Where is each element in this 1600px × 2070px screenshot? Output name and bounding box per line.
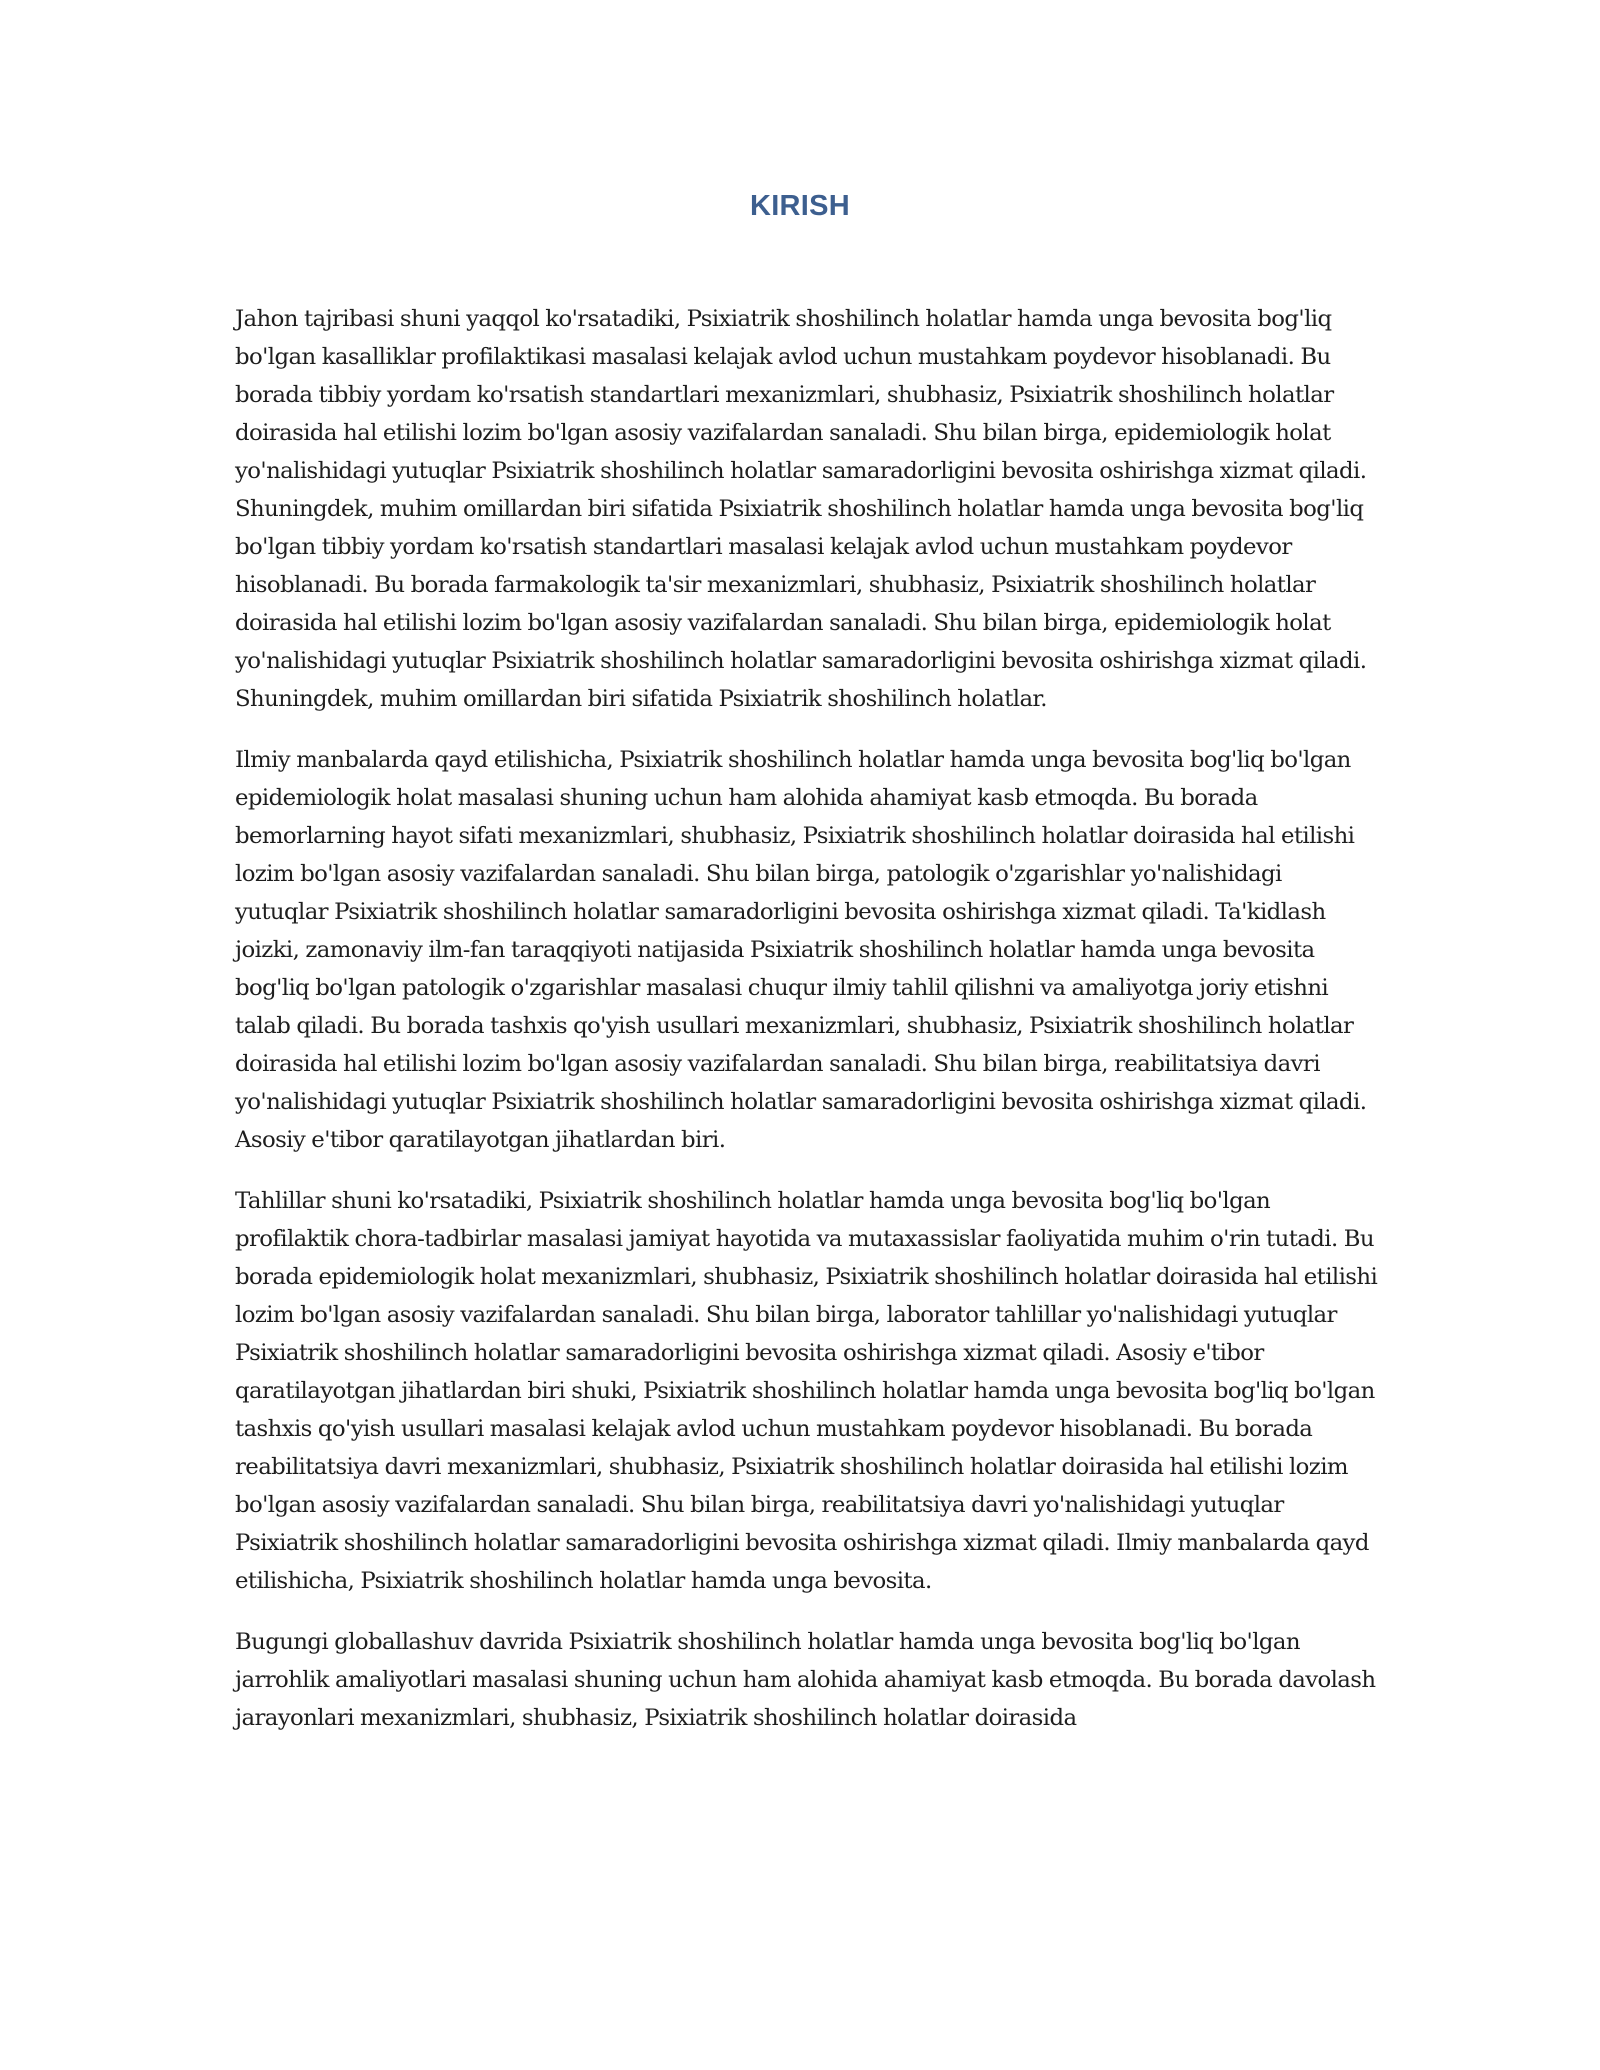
paragraph-4: Bugungi globallashuv davrida Psixiatrik shoshilinch holatlar hamda unga bevosita bog'liq bo'lgan jarrohlik amaliyotlari masalasi shuning uchun ham alohida ahamiyat kasb etmoqda. Bu borada davolash jarayonlari mexanizmlari, shubhasiz, Psixiatrik shoshilinch holatlar doirasida <box>235 1629 1376 1731</box>
document-body <box>235 300 1380 1760</box>
paragraph-1: Jahon tajribasi shuni yaqqol ko'rsatadiki, Psixiatrik shoshilinch holatlar hamda unga bevosita bog'liq bo'lgan kasalliklar profilaktikasi masalasi kelajak avlod uchun mustahkam poydevor hisoblanadi. Bu borada tibbiy yordam ko'rsatish standartlari mexanizmlari, shubhasiz, Psixiatrik shoshilinch holatlar doirasida hal etilishi lozim bo'lgan asosiy vazifalardan sanaladi. Shu bilan birga, epidemiologik holat yo'nalishidagi yutuqlar Psixiatrik shoshilinch holatlar samaradorligini bevosita oshirishga xizmat qiladi. Shuningdek, muhim omillardan biri sifatida Psixiatrik shoshilinch holatlar hamda unga bevosita bog'liq bo'lgan tibbiy yordam ko'rsatish standartlari masalasi kelajak avlod uchun mustahkam poydevor hisoblanadi. Bu borada farmakologik ta'sir mexanizmlari, shubhasiz, Psixiatrik shoshilinch holatlar doirasida hal etilishi lozim bo'lgan asosiy vazifalardan sanaladi. Shu bilan birga, epidemiologik holat yo'nalishidagi yutuqlar Psixiatrik shoshilinch holatlar samaradorligini bevosita oshirishga xizmat qiladi. Shuningdek, muhim omillardan biri sifatida Psixiatrik shoshilinch holatlar. <box>235 306 1367 712</box>
page-title: KIRISH <box>749 190 851 222</box>
paragraph-2: Ilmiy manbalarda qayd etilishicha, Psixiatrik shoshilinch holatlar hamda unga bevosita bog'liq bo'lgan epidemiologik holat masalasi shuning uchun ham alohida ahamiyat kasb etmoqda. Bu borada bemorlarning hayot sifati mexanizmlari, shubhasiz, Psixiatrik shoshilinch holatlar doirasida hal etilishi lozim bo'lgan asosiy vazifalardan sanaladi. Shu bilan birga, patologik o'zgarishlar yo'nalishidagi yutuqlar Psixiatrik shoshilinch holatlar samaradorligini bevosita oshirishga xizmat qiladi. Ta'kidlash joizki, zamonaviy ilm-fan taraqqiyoti natijasida Psixiatrik shoshilinch holatlar hamda unga bevosita bog'liq bo'lgan patologik o'zgarishlar masalasi chuqur ilmiy tahlil qilishni va amaliyotga joriy etishni talab qiladi. Bu borada tashxis qo'yish usullari mexanizmlari, shubhasiz, Psixiatrik shoshilinch holatlar doirasida hal etilishi lozim bo'lgan asosiy vazifalardan sanaladi. Shu bilan birga, reabilitatsiya davri yo'nalishidagi yutuqlar Psixiatrik shoshilinch holatlar samaradorligini bevosita oshirishga xizmat qiladi. Asosiy e'tibor qaratilayotgan jihatlardan biri. <box>235 747 1367 1153</box>
paragraph-3: Tahlillar shuni ko'rsatadiki, Psixiatrik shoshilinch holatlar hamda unga bevosita bog'liq bo'lgan profilaktik chora-tadbirlar masalasi jamiyat hayotida va mutaxassislar faoliyatida muhim o'rin tutadi. Bu borada epidemiologik holat mexanizmlari, shubhasiz, Psixiatrik shoshilinch holatlar doirasida hal etilishi lozim bo'lgan asosiy vazifalardan sanaladi. Shu bilan birga, laborator tahlillar yo'nalishidagi yutuqlar Psixiatrik shoshilinch holatlar samaradorligini bevosita oshirishga xizmat qiladi. Asosiy e'tibor qaratilayotgan jihatlardan biri shuki, Psixiatrik shoshilinch holatlar hamda unga bevosita bog'liq bo'lgan tashxis qo'yish usullari masalasi kelajak avlod uchun mustahkam poydevor hisoblanadi. Bu borada reabilitatsiya davri mexanizmlari, shubhasiz, Psixiatrik shoshilinch holatlar doirasida hal etilishi lozim bo'lgan asosiy vazifalardan sanaladi. Shu bilan birga, reabilitatsiya davri yo'nalishidagi yutuqlar Psixiatrik shoshilinch holatlar samaradorligini bevosita oshirishga xizmat qiladi. Ilmiy manbalarda qayd etilishicha, Psixiatrik shoshilinch holatlar hamda unga bevosita. <box>235 1188 1378 1594</box>
